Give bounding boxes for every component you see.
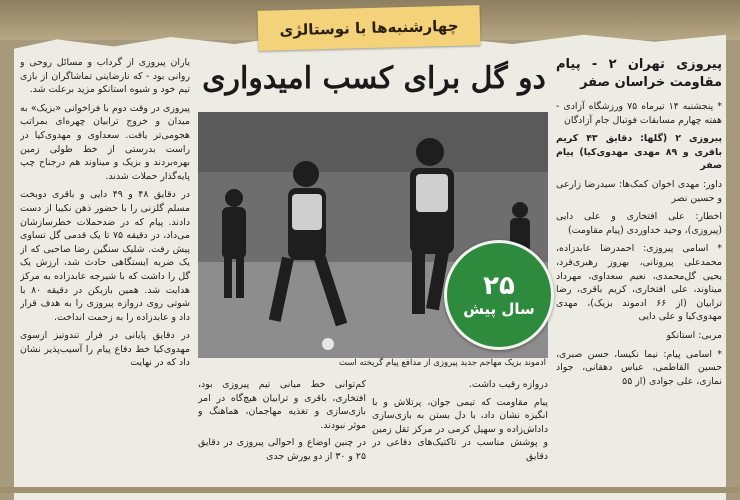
article-headline: دو گل برای کسب امیدواری (202, 61, 546, 96)
photo-caption: ادموند بزیک مهاجم جدید پیروزی از مدافع پیام گریخته است (338, 358, 546, 368)
paragraph: اخطار: علی افتخاری و علی دایی (پیروزی)، وحید خداوردی (پیام مقاومت) (556, 211, 722, 236)
paragraph: در دقایق ۴۸ و ۴۹ دایی و باقری دوبخت مسلم گلزنی را با حضور ذهن نکیبا از دست دادند. پیام که در ضدحملات خطرسازشان می‌داد، در دقیقه ۷۵ تا یک قدمی گل تساوی پیش رفت. شلیک سنگین رضا صاحبی که از یک ضربه ایستگاهی حادث شد، ارزش یک گل را داشت که با شیرجه عابدزاده به مرکز هدایت شد. همین بازیکن در دقیقه ۸۰ با شوتی روی دروازه پیروزی را به هدف قرار داد و عابدزاده را به زحمت انداخت. (20, 189, 190, 323)
match-result-title: پیروزی تهران ۲ - پیام مقاومت خراسان صفر (556, 57, 722, 90)
section-banner: چهارشنبه‌ها با نوستالژی (258, 5, 481, 51)
paragraph: دروازه رقیب داشت. (468, 379, 548, 390)
paragraph: در دقایق پایانی در فرار تندوتیز ازسوی مهدوی‌کیا خط دفاع پیام را آسیب‌پذیر نشان داد که در نهایت (20, 330, 190, 369)
paragraph: در چنین اوضاع و احوالی پیروزی در دقایق ۲۵ و ۳۰ از دو یورش جدی (198, 437, 366, 462)
paragraph: کم‌توانی خط میانی تیم پیروزی بود، افتخاری، باقری و ترابیان هیچ‌گاه در امر بازی‌سازی و تغذیه مهاجمان، هماهنگ و موثر نبودند. (198, 379, 366, 431)
paragraph: * اسامی پیام: نیما نکیسا، حسن صبری، حسین القاطمی، عباس دهقانی، جواد نمازی، علی جوادی (از ۵۵ (556, 348, 722, 387)
badge-text: سال پیش (463, 300, 535, 318)
left-column (20, 56, 190, 493)
paragraph: پیروزی در وقت دوم با فراخوانی «بزیک» به میدان و خروج ترابیان چهره‌ای بمراتب هجومی‌تر یافت. سعداوی و مهدوی‌کیا در راست بدرستی از خط طولی زمین بهره‌بردند و بزیک و میناوند هم درجناح چپ پایه‌گذار حملات شدند. (20, 102, 190, 182)
paragraph: پیام مقاومت که تیمی جوان، پرتلاش و با انگیزه نشان داد، با دل بستن به بازی‌سازی داداش‌زاده و سهیل کرمی در مرکز ثقل زمین و پوشش مناسب در تاکتیک‌های دفاعی در دقایق (372, 396, 548, 462)
bottom-edge (0, 487, 740, 493)
badge-number: ۲۵ (483, 271, 515, 301)
paragraph: داور: مهدی اخوان کمک‌ها: سیدرضا زارعی و حسین نصر (556, 178, 722, 204)
anniversary-badge (444, 240, 554, 350)
paragraph: * پنجشنبه ۱۴ تیرماه ۷۵ ورزشگاه آزادی - هفته چهارم مسابقات فوتبال جام آزادگان (556, 101, 722, 126)
paragraph: یاران پیروزی از گرداب و مسائل روحی و روانی بود - که نارضایتی تماشاگران از بازی تیم خود و شیوه استانکو مزید برعلت شد. (20, 57, 190, 96)
paragraph: مربی: استانکو (666, 329, 722, 341)
bottom-column-2 (198, 378, 366, 493)
right-column (556, 56, 722, 493)
bottom-column-1 (372, 378, 548, 493)
paragraph: پیروزی ۲ (گلها: دقایق ۴۳ کریم باقری و ۸۹ مهدی مهدوی‌کیا) پیام صفر (556, 133, 722, 172)
paragraph: * اسامی پیروزی: احمدرضا عابدزاده، محمدعلی پیرونانی، بهروز رهبری‌فرد، یحیی گل‌محمدی، نعیم سعداوی، مهرداد میناوند، علی افتخاری، کریم باقری، رضا ترابیان (از ۶۶ ادموند بزیک)، مهدی مهدوی‌کیا و علی دایی (556, 243, 722, 323)
